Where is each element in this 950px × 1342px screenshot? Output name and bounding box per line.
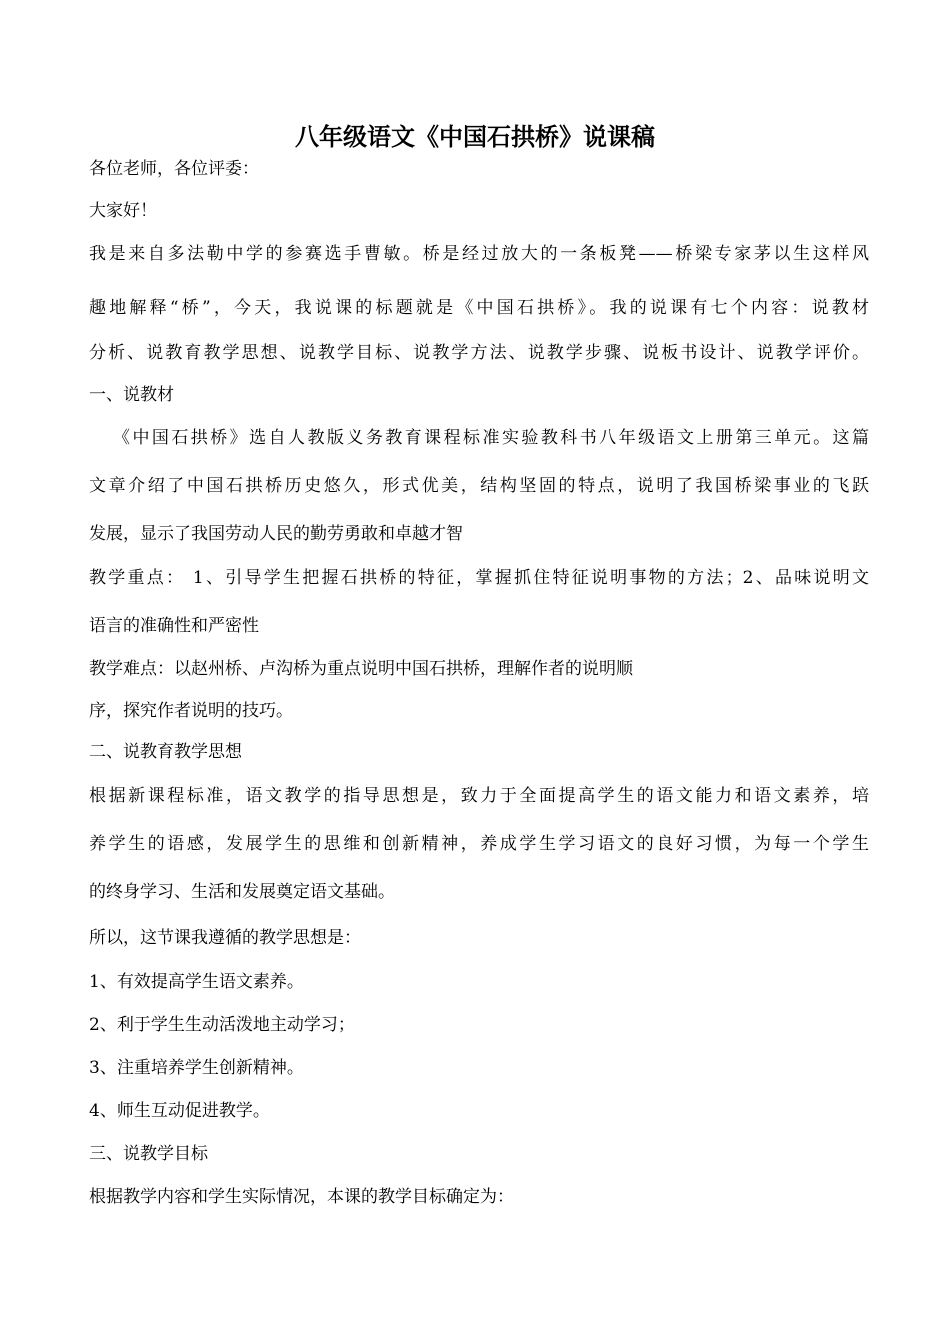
text-line-difficulty-1: 教学难点：以赵州桥、卢沟桥为重点说明中国石拱桥，理解作者的说明顺 bbox=[89, 659, 633, 679]
list-item-principle-4: 4、师生互动促进教学。 bbox=[89, 1101, 270, 1121]
text-line-key-points-2: 语言的准确性和严密性 bbox=[89, 616, 259, 636]
section-heading-objectives: 三、说教学目标 bbox=[89, 1144, 208, 1164]
text-line-key-points-1: 教学重点： 1、引导学生把握石拱桥的特征，掌握抓住特征说明事物的方法；2、品味说明文 bbox=[89, 568, 869, 588]
text-line-textbook-1: 《中国石拱桥》选自人教版义务教育课程标准实验教科书八年级语文上册第三单元。这篇 bbox=[113, 428, 869, 448]
text-line-philosophy-2: 养学生的语感，发展学生的思维和创新精神，养成学生学习语文的良好习惯，为每一个学生 bbox=[89, 834, 869, 854]
text-line-hello: 大家好！ bbox=[89, 201, 157, 221]
text-line-textbook-2: 文章介绍了中国石拱桥历史悠久，形式优美，结构坚固的特点，说明了我国桥梁事业的飞跃 bbox=[89, 476, 869, 496]
text-line-intro-1: 我是来自多法勒中学的参赛选手曹敏。桥是经过放大的一条板凳——桥梁专家茅以生这样风 bbox=[89, 244, 869, 264]
section-heading-textbook: 一、说教材 bbox=[89, 385, 174, 405]
text-line-philosophy-3: 的终身学习、生活和发展奠定语文基础。 bbox=[89, 882, 395, 902]
text-line-difficulty-2: 序，探究作者说明的技巧。 bbox=[89, 701, 293, 721]
text-line-greeting: 各位老师，各位评委： bbox=[89, 159, 259, 179]
list-item-principle-3: 3、注重培养学生创新精神。 bbox=[89, 1058, 304, 1078]
section-heading-philosophy: 二、说教育教学思想 bbox=[89, 742, 242, 762]
text-line-intro-2: 趣地解释“桥”，今天，我说课的标题就是《中国石拱桥》。我的说课有七个内容：说教材 bbox=[89, 298, 869, 318]
list-item-principle-1: 1、有效提高学生语文素养。 bbox=[89, 972, 304, 992]
list-item-principle-2: 2、利于学生生动活泼地主动学习； bbox=[89, 1015, 355, 1035]
text-line-philosophy-1: 根据新课程标准，语文教学的指导思想是，致力于全面提高学生的语文能力和语文素养，培 bbox=[89, 786, 869, 806]
text-line-objectives-intro: 根据教学内容和学生实际情况，本课的教学目标确定为： bbox=[89, 1187, 514, 1207]
text-line-textbook-3: 发展，显示了我国劳动人民的勤劳勇敢和卓越才智 bbox=[89, 524, 463, 544]
text-line-principles-intro: 所以，这节课我遵循的教学思想是： bbox=[89, 928, 361, 948]
document-title: 八年级语文《中国石拱桥》说课稿 bbox=[295, 122, 655, 151]
text-line-intro-3: 分析、说教育教学思想、说教学目标、说教学方法、说教学步骤、说板书设计、说教学评价。 bbox=[89, 343, 869, 363]
